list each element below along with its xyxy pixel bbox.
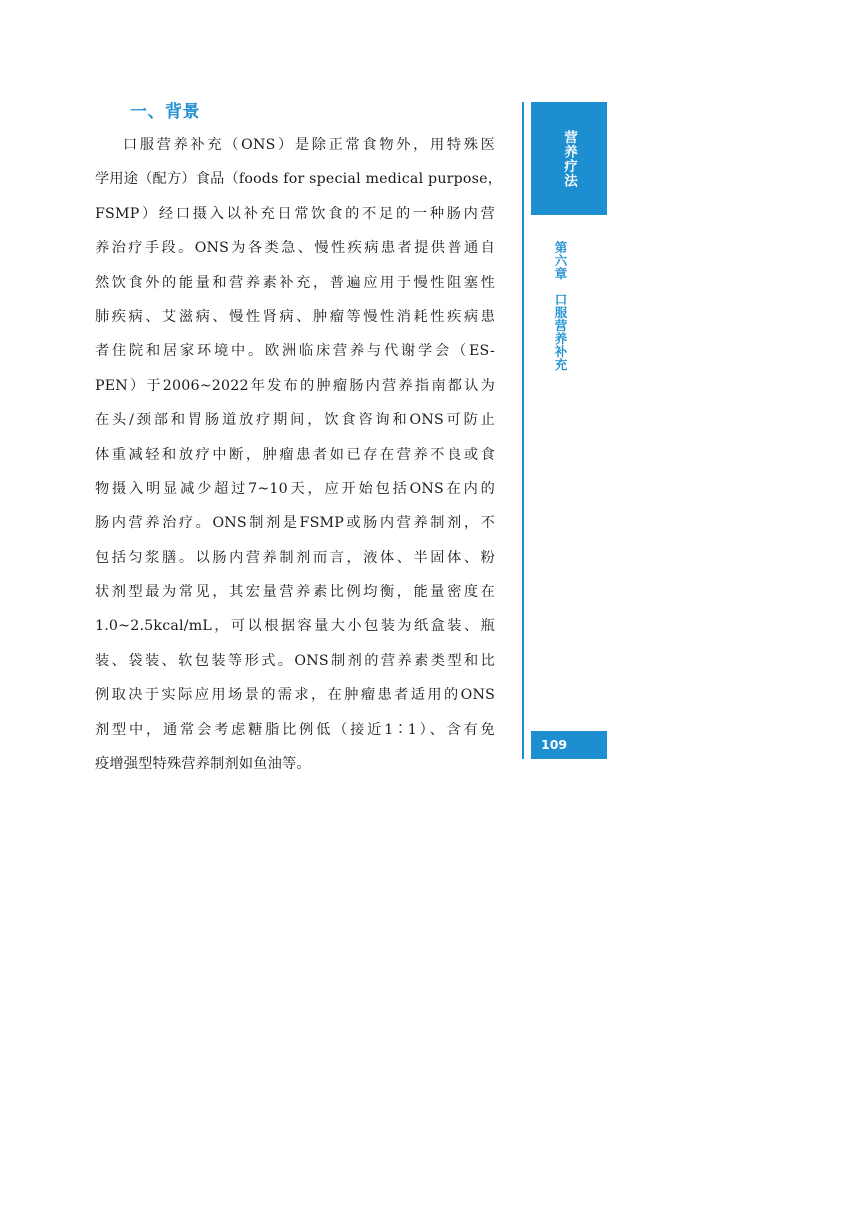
text-line: 肠内营养治疗。ONS制剂是FSMP或肠内营养制剂，不 [95,515,495,532]
text-line: 物摄入明显减少超过7~10天，应开始包括ONS在内的 [95,480,495,497]
text-line: 养治疗手段。ONS为各类急、慢性疾病患者提供普通自 [95,240,495,257]
section-heading: 一、背景 [130,102,200,122]
body-paragraph [95,130,503,783]
text-line: 学用途（配方）食品（foods for special medical purpose， [95,171,503,188]
text-line: 剂型中，通常会考虑糖脂比例低（接近1∶1）、含有免 [95,721,495,738]
text-line: 例取决于实际应用场景的需求，在肿瘤患者适用的ONS [95,687,495,704]
margin-divider [522,102,524,759]
text-line: PEN）于2006~2022年发布的肿瘤肠内营养指南都认为 [95,377,495,394]
section-tab-label: 营养疗法 [561,129,577,188]
text-line: 1.0~2.5kcal/mL，可以根据容量大小包装为纸盒装、瓶 [95,618,495,635]
text-line: 肺疾病、艾滋病、慢性肾病、肿瘤等慢性消耗性疾病患 [95,308,495,325]
text-line: 在头/颈部和胃肠道放疗期间，饮食咨询和ONS可防止 [95,412,495,429]
text-line: 体重减轻和放疗中断，肿瘤患者如已存在营养不良或食 [95,446,495,463]
page-number: 109 [541,737,568,752]
text-line: FSMP）经口摄入以补充日常饮食的不足的一种肠内营 [95,205,495,222]
text-line: 状剂型最为常见，其宏量营养素比例均衡，能量密度在 [95,584,495,601]
section-tab [531,102,607,215]
text-line: 包括匀浆膳。以肠内营养制剂而言，液体、半固体、粉 [95,549,495,566]
chapter-title: 第六章 口服营养补充 [553,241,568,371]
text-line: 者住院和居家环境中。欧洲临床营养与代谢学会（ES- [95,343,495,360]
text-line: 口服营养补充（ONS）是除正常食物外，用特殊医 [123,137,495,153]
text-line: 装、袋装、软包装等形式。ONS制剂的营养素类型和比 [95,652,495,669]
text-line: 疫增强型特殊营养制剂如鱼油等。 [95,756,311,773]
text-line: 然饮食外的能量和营养素补充，普遍应用于慢性阻塞性 [95,274,495,291]
page-number-box [531,731,607,759]
